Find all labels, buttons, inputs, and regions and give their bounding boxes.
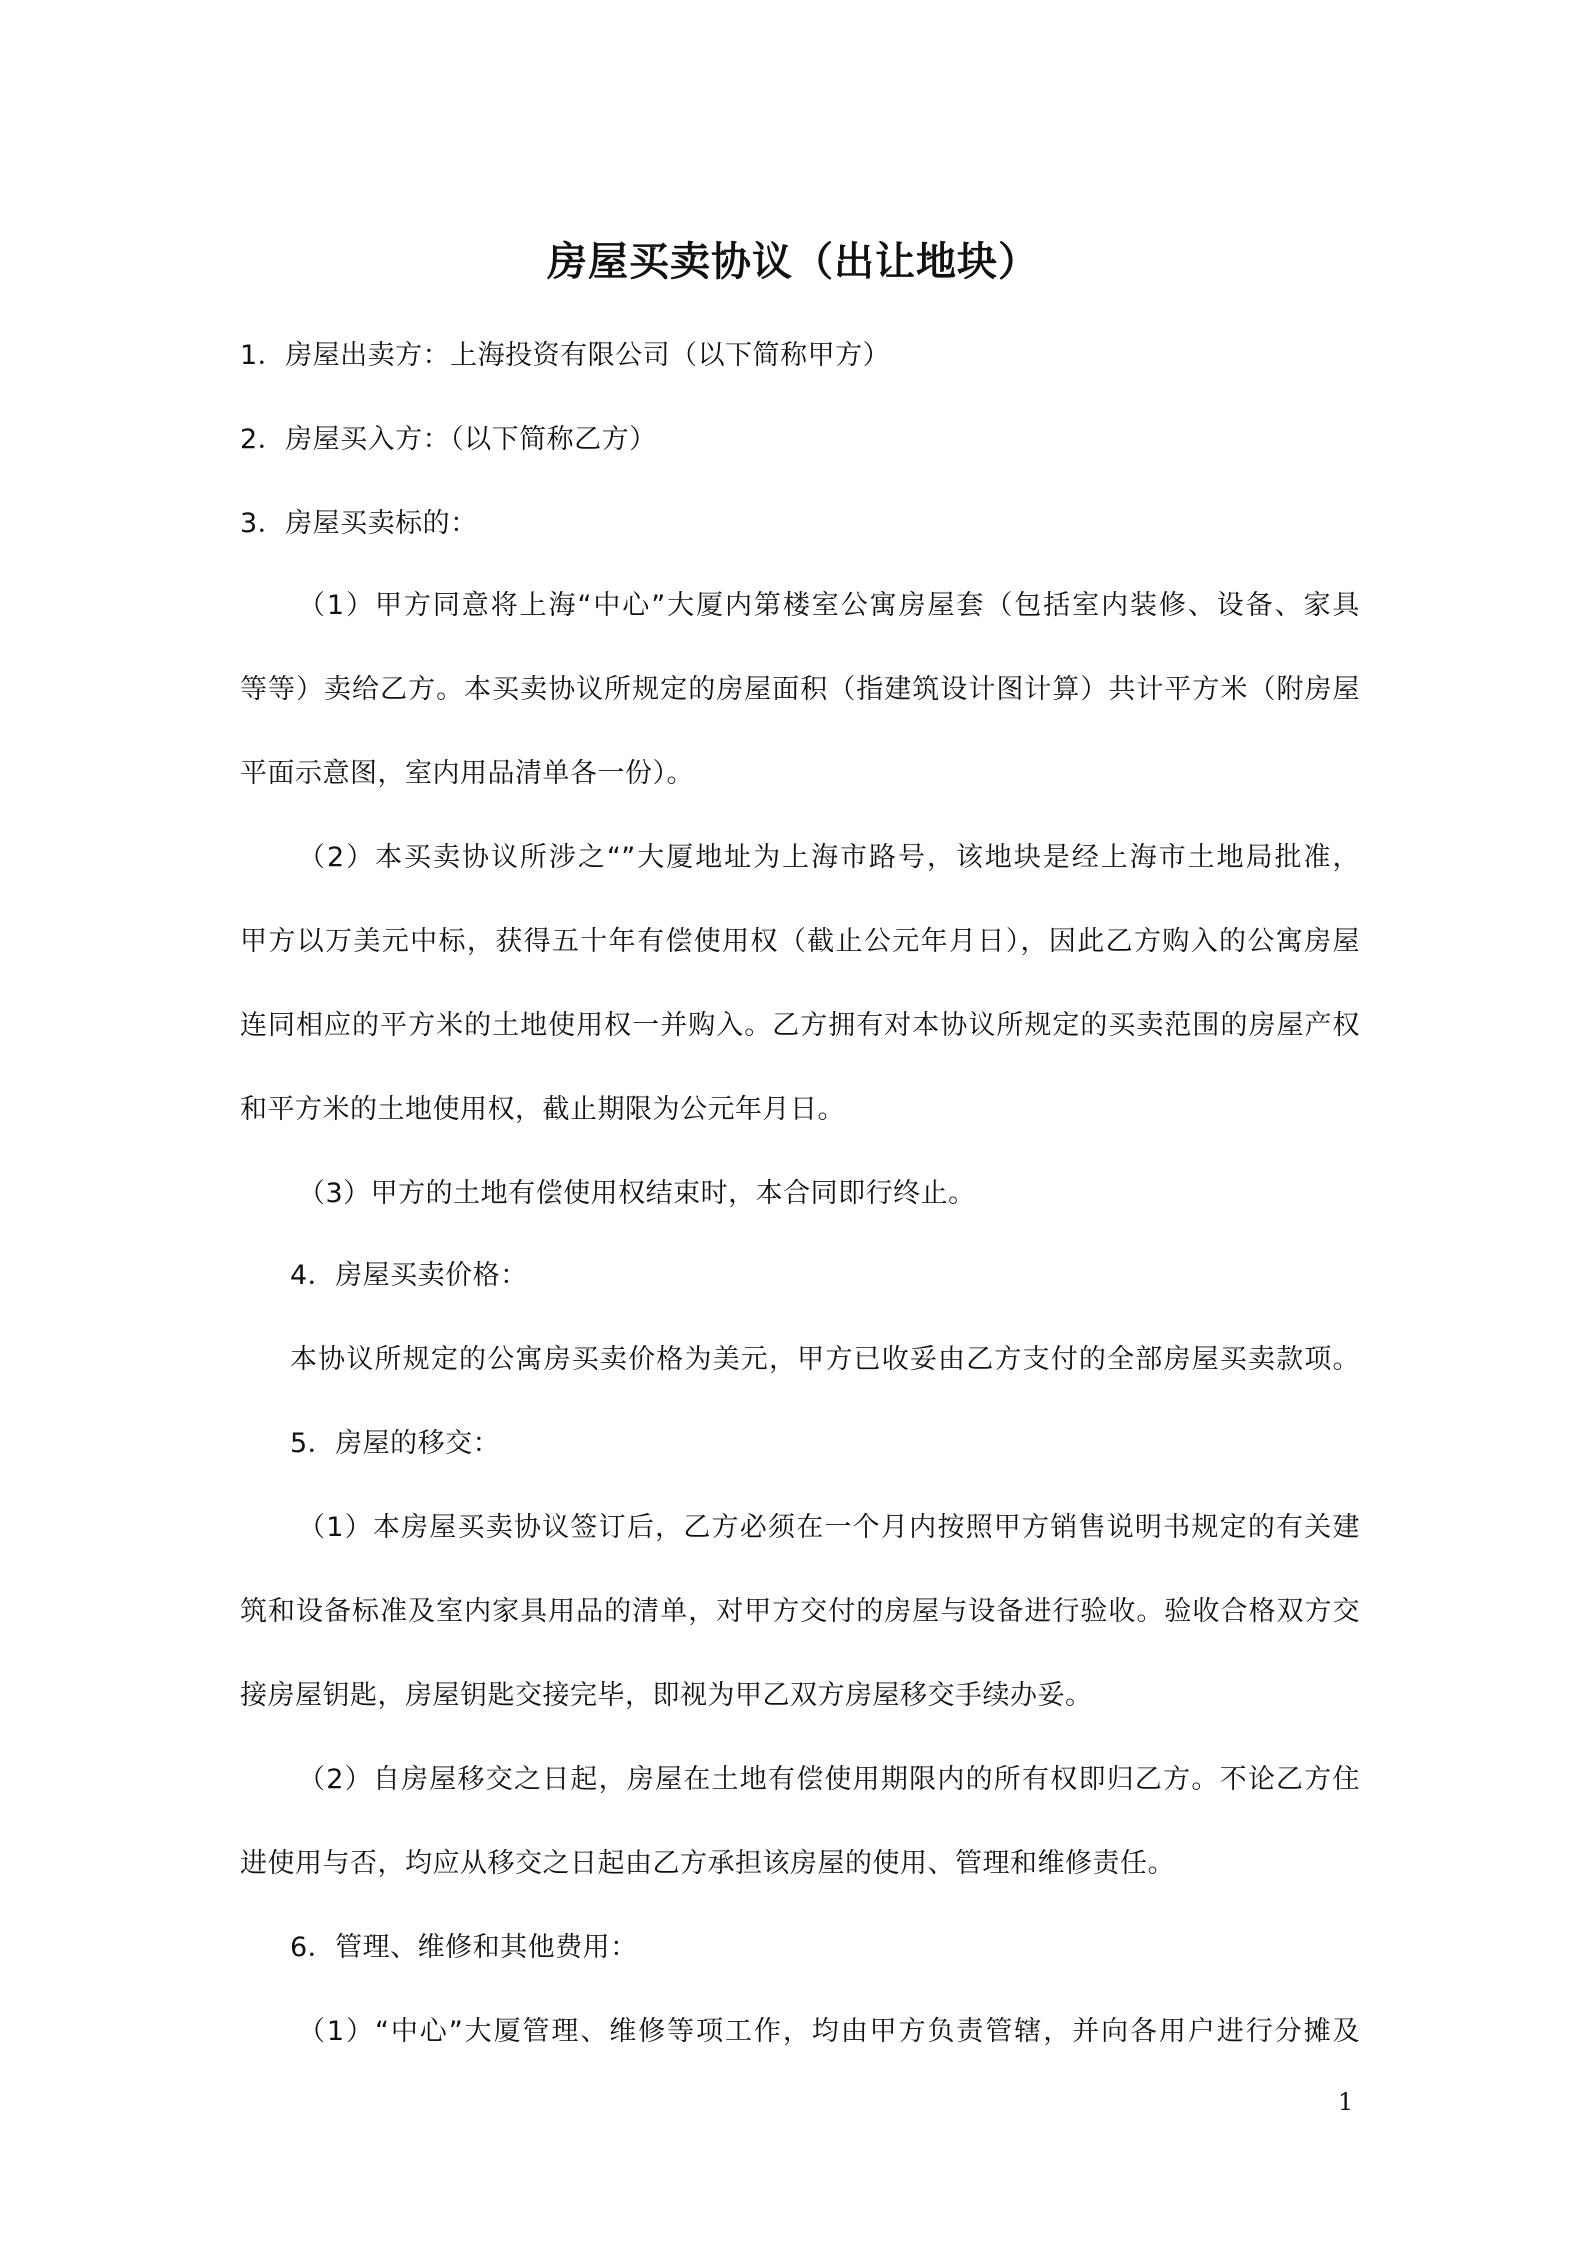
clause-6-1-line-1: （1）“中心”大厦管理、维修等项工作，均由甲方负责管辖，并向各用户进行分摊及: [298, 2016, 1360, 2047]
clause-2-buyer: 2．房屋买入方：（以下简称乙方）: [240, 424, 657, 455]
clause-3-2-line-3: 连同相应的平方米的土地使用权一并购入。乙方拥有对本协议所规定的买卖范围的房屋产权: [240, 1010, 1360, 1041]
clause-3-2-line-1: （2）本买卖协议所涉之“”大厦地址为上海市路号，该地块是经上海市土地局批准，: [298, 842, 1360, 873]
clause-4-heading: 4．房屋买卖价格：: [290, 1260, 528, 1291]
clause-5-2-line-2: 进使用与否，均应从移交之日起由乙方承担该房屋的使用、管理和维修责任。: [240, 1848, 1175, 1879]
clause-3-heading: 3．房屋买卖标的：: [240, 508, 478, 539]
clause-4-body: 本协议所规定的公寓房买卖价格为美元，甲方已收妥由乙方支付的全部房屋买卖款项。: [290, 1344, 1360, 1375]
clause-3-2-line-2: 甲方以万美元中标，获得五十年有偿使用权（截止公元年月日），因此乙方购入的公寓房屋: [240, 926, 1360, 957]
clause-5-heading: 5．房屋的移交：: [290, 1428, 501, 1459]
clause-3-1-line-3: 平面示意图，室内用品清单各一份）。: [240, 758, 694, 789]
clause-3-2-line-4: 和平方米的土地使用权，截止期限为公元年月日。: [240, 1094, 845, 1125]
clause-3-3: （3）甲方的土地有偿使用权结束时，本合同即行终止。: [298, 1178, 976, 1209]
clause-5-2-line-1: （2）自房屋移交之日起，房屋在土地有偿使用期限内的所有权即归乙方。不论乙方住: [298, 1764, 1360, 1795]
clause-5-1-line-3: 接房屋钥匙，房屋钥匙交接完毕，即视为甲乙双方房屋移交手续办妥。: [240, 1680, 1093, 1711]
clause-1-seller: 1．房屋出卖方：上海投资有限公司（以下简称甲方）: [240, 340, 891, 371]
clause-6-heading: 6．管理、维修和其他费用：: [290, 1932, 638, 1963]
page-number: 1: [1338, 2088, 1354, 2116]
clause-3-1-line-2: 等等）卖给乙方。本买卖协议所规定的房屋面积（指建筑设计图计算）共计平方米（附房屋: [240, 674, 1360, 705]
clause-3-1-line-1: （1）甲方同意将上海“中心”大厦内第楼室公寓房屋套（包括室内装修、设备、家具: [298, 590, 1360, 621]
clause-5-1-line-2: 筑和设备标准及室内家具用品的清单，对甲方交付的房屋与设备进行验收。验收合格双方交: [240, 1596, 1360, 1627]
clause-5-1-line-1: （1）本房屋买卖协议签订后，乙方必须在一个月内按照甲方销售说明书规定的有关建: [298, 1512, 1360, 1543]
document-title: 房屋买卖协议（出让地块）: [547, 239, 1039, 285]
